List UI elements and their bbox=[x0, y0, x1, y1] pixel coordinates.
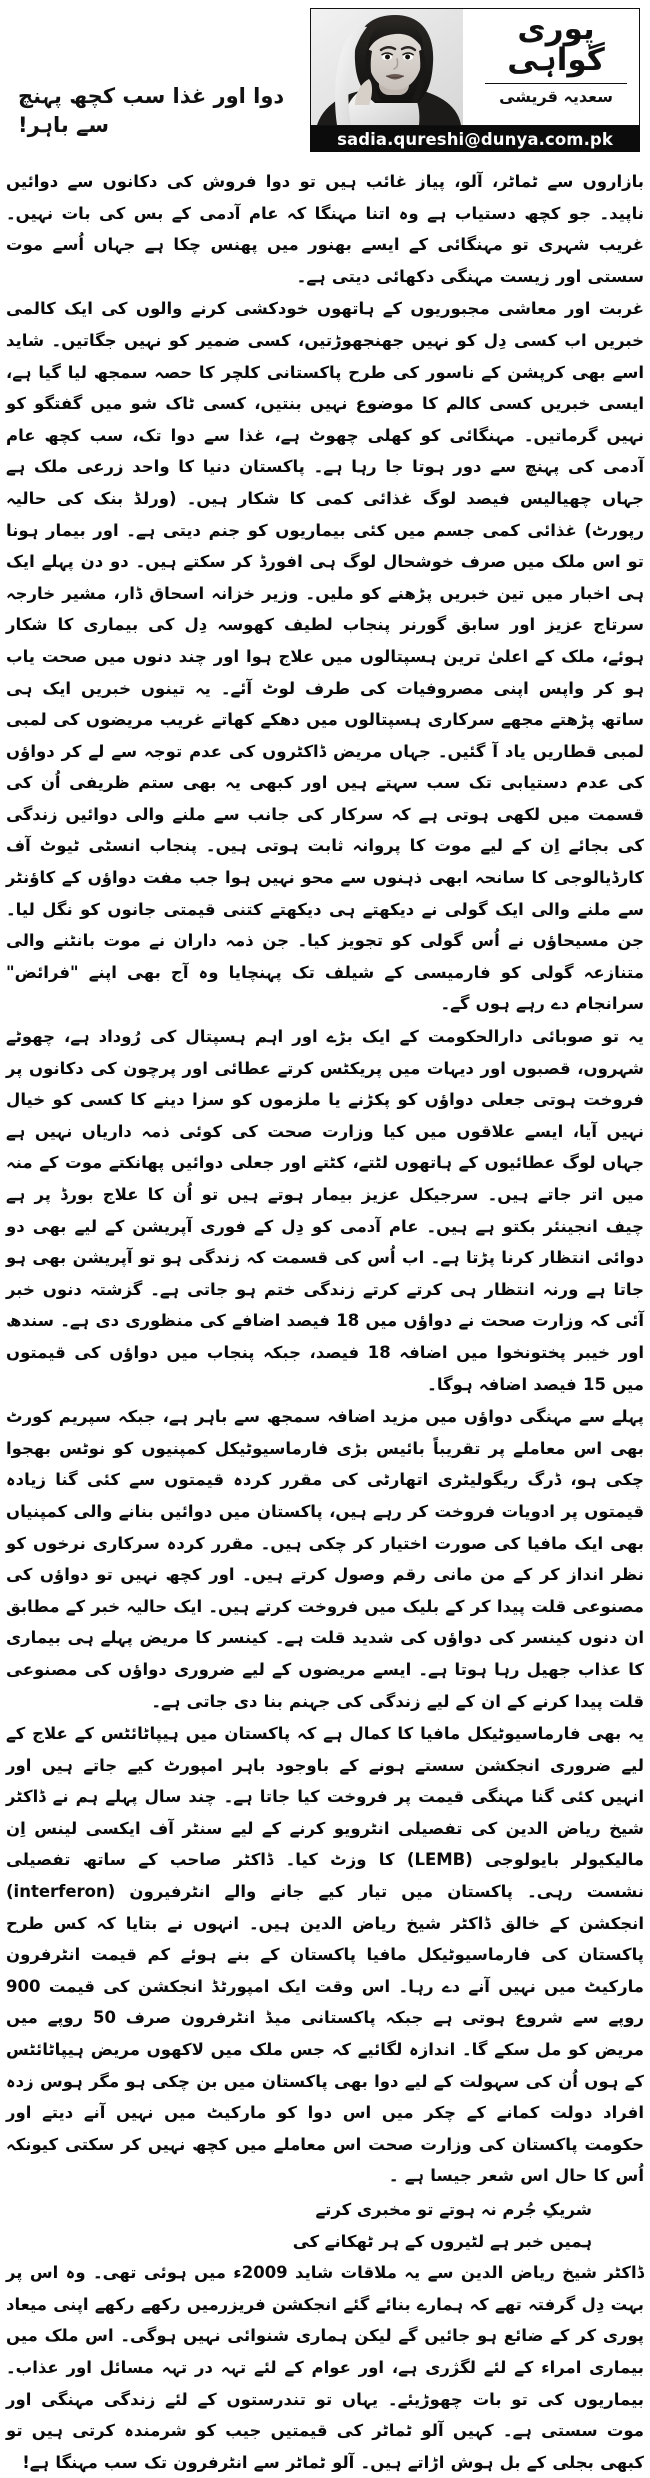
article-paragraph: یہ بھی فارماسیوٹیکل مافیا کا کمال ہے کہ پاکستان میں ہیپاٹائٹس کے علاج کے لیے ضروری انجکشن سستے ہونے کے باوجود باہر امپورٹ کیے جاتے ہیں اور انہیں کئی گنا مہنگی قیمت پر فروخت کیا جاتا ہے۔ چند سال پہلے ہم نے ڈاکٹر شیخ ریاض الدین کی تفصیلی انٹرویو کرنے کے لیے سنٹر آف ایکسی لینس اِن مالیکیولر بایولوجی (LEMB) کا وزٹ کیا۔ ڈاکٹر صاحب کے ساتھ تفصیلی نشست رہی۔ پاکستان میں تیار کیے جانے والے انٹرفیرون (interferon) انجکشن کے خالق ڈاکٹر شیخ ریاض الدین ہیں۔ انہوں نے بتایا کہ کس طرح پاکستان کی فارماسیوٹیکل مافیا پاکستان کے بنے ہوئے کم قیمت انٹرفرون مارکیٹ میں نہیں آنے دے رہا۔ اس وقت ایک امپورٹڈ انجکشن کی قیمت 900 روپے سے شروع ہوتی ہے جبکہ پاکستانی میڈ انٹرفرون صرف 50 روپے میں مریض کو مل سکے گا۔ اندازہ لگائیے کہ جس ملک میں لاکھوں مریض ہیپاٹائٹس کے ہوں اُن کی سہولت کے لیے دوا بھی پاکستان میں بن چکی ہو مگر ہوس زدہ افراد دولت کمانے کے چکر میں اس دوا کو مارکیٹ میں نہیں آنے دیتے اور حکومت پاکستان کی وزارت صحت اس معاملے میں کچھ نہیں کر سکتی کیونکہ اُس کا حال اس شعر جیسا ہے ۔ bbox=[6, 1724, 644, 2186]
column-brand-block bbox=[310, 8, 640, 149]
logo-divider bbox=[485, 83, 627, 85]
masthead bbox=[0, 0, 650, 150]
article-headline: دوا اور غذا سب کچھ پہنچ سے باہر! bbox=[18, 84, 285, 138]
article-paragraph: پہلے سے مہنگی دواؤں میں مزید اضافہ سمجھ سے باہر ہے، جبکہ سپریم کورٹ بھی اس معاملے پر تقریباً بائیس بڑی فارماسیوٹیکل کمپنیوں کو نوٹس بھجوا چکی ہو، ڈرگ ریگولیٹری اتھارٹی کی مقرر کردہ قیمتوں سے کئی گنا زیادہ قیمتوں پر ادویات فروخت کر رہے ہیں، پاکستان میں دوائیں بنانے والی کمپنیاں بھی ایک مافیا کی صورت اختیار کر چکی ہیں۔ مقرر کردہ سرکاری نرخوں کو نظر انداز کر کے من مانی رقم وصول کرتے ہیں۔ اور کچھ نہیں تو دواؤں کی مصنوعی قلت پیدا کر کے بلیک میں فروخت کرتے ہیں۔ ایک حالیہ خبر کے مطابق ان دنوں کینسر کی دواؤں کی شدید قلت ہے۔ کینسر کا مریض پہلے ہی بیماری کا عذاب جھیل رہا ہوتا ہے۔ ایسے مریضوں کے لیے ضروری دواؤں کی مصنوعی قلت پیدا کرنے کے ان کے لیے زندگی کی جہنم بنا دی جاتی ہے۔ bbox=[5, 1407, 644, 1711]
verse-line: ہمیں خبر ہے لٹیروں کے ہر ٹھکانے کی bbox=[292, 2231, 592, 2251]
author-photo bbox=[311, 9, 463, 125]
article-paragraph: یہ تو صوبائی دارالحکومت کے ایک بڑے اور اہم ہسپتال کی رُوداد ہے، چھوٹے شہروں، قصبوں اور دیہات میں پریکٹس کرتے عطائی اور پرچون کی دکانوں پر فروخت ہوتی جعلی دواؤں کو پکڑنے یا ملزموں کو سزا دینے کا کسی کو خیال نہیں آیا، ایسے علاقوں میں کیا وزارت صحت کی کوئی ذمہ داریاں نہیں ہے جہاں لوگ عطائیوں کے ہاتھوں لٹتے، کٹتے اور جعلی دوائیں پھانکتے موت کے منہ میں اتر جاتے ہیں۔ سرجیکل عزیز بیمار ہوتے ہیں تو اُن کا علاج بورڈ پر ہے چیف انجینئر بکتو ہے ہیں۔ عام آدمی کو دِل کے فوری آپریشن کے لیے بھی دو دوائی انتظار کرنا پڑتا ہے۔ اب اُس کی قسمت کہ زندگی ہو تو آپریشن بھی ہو جاتا ہے ورنہ انتظار ہی کرتے کرتے زندگی ختم ہو جاتی ہے۔ گزشتہ دنوں خبر آئی کہ وزارت صحت نے دواؤں میں 18 فیصد اضافے کی منظوری دی ہے۔ سندھ اور خیبر پختونخوا میں اضافہ 18 فیصد، جبکہ پنجاب میں دواؤں کی قیمتوں میں 15 فیصد اضافہ ہوگا۔ bbox=[6, 1027, 644, 1394]
column-logo-line-2: گواہی bbox=[507, 42, 605, 79]
poetry-couplet bbox=[6, 2194, 644, 2257]
verse-line: شریکِ جُرم نہ ہوتے تو مخبری کرتے bbox=[315, 2200, 592, 2219]
author-name: سعدیہ قریشی bbox=[499, 87, 613, 107]
article-closing-paragraph: ڈاکٹر شیخ ریاض الدین سے یہ ملاقات شاید 2009ء میں ہوئی تھی۔ وہ اس پر بہت دِل گرفتہ تھے کہ ہمارے بنائے گئے انجکشن فریزرمیں رکھے رکھے اپنی میعاد پوری کر کے ضائع ہو جائیں گے لیکن ہماری شنوائی نہیں ہوگی۔ اس ملک میں بیماری امراء کے لئے لگژری ہے، اور عوام کے لئے تہہ در تہہ مسائل اور عذاب۔ بیماریوں کی تو بات چھوڑیئے۔ یہاں تو تندرستوں کے لئے زندگی مہنگی اور موت سستی ہے۔ کہیں آلو ٹماٹر کی قیمتیں جیب کو شرمندہ کرتی ہیں تو کبھی بجلی کے بل ہوش اڑاتے ہیں۔ آلو ٹماٹر سے انٹرفرون تک سب مہنگا ہے! bbox=[6, 2263, 644, 2472]
article-paragraph: غربت اور معاشی مجبوریوں کے ہاتھوں خودکشی کرنے والوں کی ایک کالمی خبریں اب کسی دِل کو نہیں جھنجھوڑتیں، کسی ضمیر کو نہیں جگاتیں۔ شاید اسے بھی کرپشن کے ناسور کی طرح پاکستانی کلچر کا حصہ سمجھ لیا گیا ہے، ایسی خبریں کسی کالم کا موضوع نہیں بنتیں، کسی ٹاک شو میں گفتگو کو نہیں گرماتیں۔ مہنگائی کو کھلی چھوٹ ہے، غذا سے دوا تک، سب کچھ عام آدمی کی پہنچ سے دور ہوتا جا رہا ہے۔ پاکستان دنیا کا واحد زرعی ملک ہے جہاں چھیالیس فیصد لوگ غذائی کمی کا شکار ہیں۔ (ورلڈ بنک کی حالیہ رپورٹ) غذائی کمی جسم میں کئی بیماریوں کو جنم دیتی ہے۔ اور بیمار ہونا تو اس ملک میں صرف خوشحال لوگ ہی افورڈ کر سکتے ہیں۔ دو دن پہلے ایک ہی اخبار میں تین خبریں پڑھنے کو ملیں۔ وزیر خزانہ اسحاق ڈار، مشیر خارجہ سرتاج عزیز اور سابق گورنر پنجاب لطیف کھوسہ دِل کی بیماری کا شکار ہوئے، ملک کے اعلیٰ ترین ہسپتالوں میں علاج ہوا اور چند دنوں میں صحت یاب ہو کر واپس اپنی مصروفیات کی طرف لوٹ آئے۔ یہ تینوں خبریں ایک ہی ساتھ پڑھتے مجھے سرکاری ہسپتالوں میں دھکے کھاتے غریب مریضوں کی لمبی لمبی قطاریں یاد آ گئیں۔ جہاں مریض ڈاکٹروں کی عدم توجہ سے لے کر دواؤں کی عدم دستیابی تک سب سہتے ہیں اور کبھی یہ بھی ستم ظریفی اُن کی قسمت میں لکھی ہوتی ہے کہ سرکار کی جانب سے ملنے والی دوائیں زندگی کی بجائے اِن کے لیے موت کا پروانہ ثابت ہوتی ہیں۔ پنجاب انسٹی ٹیوٹ آف کارڈیالوجی کا سانحہ ابھی ذہنوں سے محو نہیں ہوا جب مفت دواؤں کے کاؤنٹر سے ملنے والی ایک گولی نے دیکھتے ہی دیکھتے کتنی قیمتی جانوں کو نگل لیا۔ جن مسیحاؤں نے اُس گولی کو تجویز کیا۔ جن ذمہ داران نے موت بانٹنے والی متنازعہ گولی کو فارمیسی کے شیلف تک پہنچایا وہ آج بھی اپنے "فرائض" سرانجام دے رہے ہوں گے۔ bbox=[6, 299, 644, 1014]
column-logo-line-1: پوری bbox=[517, 11, 595, 47]
column-logo bbox=[481, 11, 631, 107]
article-paragraph: بازاروں سے ٹماٹر، آلو، پیاز غائب ہیں تو دوا فروش کی دکانوں سے دوائیں ناپید۔ جو کچھ دستیاب ہے وہ اتنا مہنگا کہ عام آدمی کے بس کی بات نہیں۔ غریب شہری تو مہنگائی کے ایسے بھنور میں پھنس چکا ہے جہاں اُسے موت سستی اور زیست مہنگی دکھائی دیتی ہے۔ bbox=[6, 172, 644, 286]
column-brand-frame bbox=[310, 8, 640, 126]
author-email[interactable]: sadia.qureshi@dunya.com.pk bbox=[310, 126, 640, 152]
article-body bbox=[6, 166, 644, 2478]
